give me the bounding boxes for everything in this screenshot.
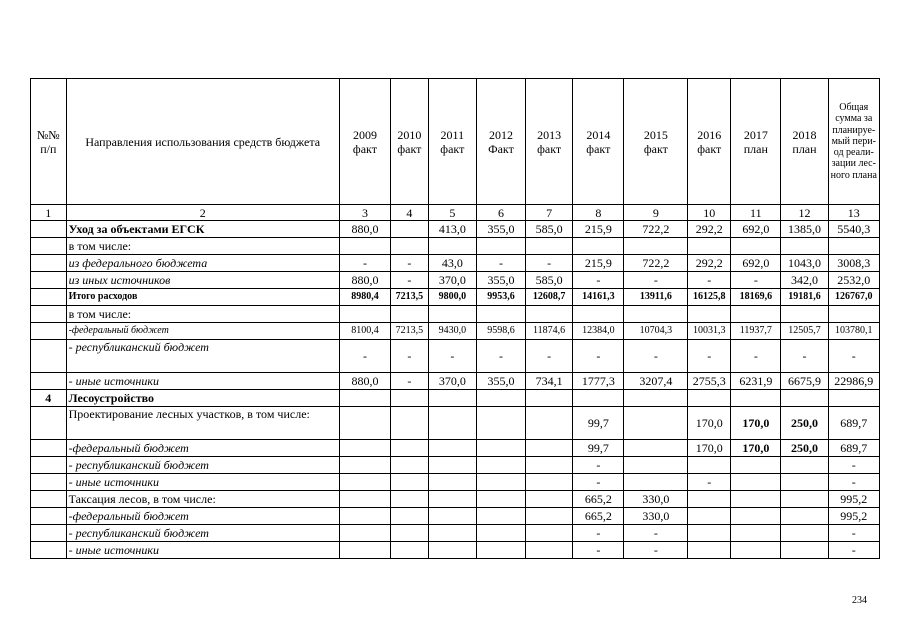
table-cell: 292,2: [688, 255, 731, 272]
table-cell: 11874,6: [526, 323, 573, 340]
table-cell: 12608,7: [526, 289, 573, 306]
table-cell: -: [573, 525, 624, 542]
row-number: [31, 221, 67, 238]
table-cell: [391, 457, 429, 474]
table-row: [31, 407, 880, 440]
table-cell: [476, 542, 525, 559]
table-cell: [428, 508, 476, 525]
table-cell: 330,0: [624, 508, 688, 525]
table-cell: [828, 390, 879, 407]
table-cell: -: [428, 340, 476, 373]
table-cell: 3207,4: [624, 373, 688, 390]
table-row: [31, 289, 880, 306]
table-cell: [688, 508, 731, 525]
row-number: [31, 323, 67, 340]
row-description: в том числе:: [66, 238, 339, 255]
table-cell: 734,1: [526, 373, 573, 390]
table-cell: [573, 238, 624, 255]
table-cell: -: [526, 340, 573, 373]
table-cell: [339, 508, 390, 525]
table-cell: [526, 440, 573, 457]
table-cell: [526, 525, 573, 542]
header-year-2013: 2013 факт: [526, 79, 573, 205]
header-num: №№ п/п: [31, 79, 67, 205]
table-cell: [688, 238, 731, 255]
table-cell: -: [731, 340, 781, 373]
table-cell: [476, 306, 525, 323]
table-cell: [339, 457, 390, 474]
table-cell: -: [688, 272, 731, 289]
table-cell: [428, 390, 476, 407]
table-cell: 43,0: [428, 255, 476, 272]
table-cell: 355,0: [476, 373, 525, 390]
header-year-2016: 2016 факт: [688, 79, 731, 205]
row-number: [31, 542, 67, 559]
table-cell: [624, 306, 688, 323]
table-cell: -: [828, 474, 879, 491]
column-number: 9: [624, 205, 688, 221]
table-cell: -: [731, 272, 781, 289]
table-row: [31, 440, 880, 457]
table-cell: 330,0: [624, 491, 688, 508]
table-cell: -: [476, 255, 525, 272]
header-year-2018: 2018 план: [781, 79, 828, 205]
header-direction: Направления использования средств бюджета: [66, 79, 339, 205]
table-body: [31, 221, 880, 559]
row-number: [31, 474, 67, 491]
table-row: [31, 390, 880, 407]
row-number: [31, 407, 67, 440]
table-cell: [781, 390, 828, 407]
table-cell: [476, 491, 525, 508]
table-cell: 1777,3: [573, 373, 624, 390]
table-cell: [731, 238, 781, 255]
table-cell: [688, 306, 731, 323]
column-number-row: [31, 205, 880, 221]
table-cell: [391, 542, 429, 559]
table-cell: [339, 306, 390, 323]
row-number: [31, 238, 67, 255]
table-cell: [476, 238, 525, 255]
row-description: Таксация лесов, в том числе:: [66, 491, 339, 508]
table-cell: [391, 508, 429, 525]
table-cell: [526, 474, 573, 491]
table-cell: [573, 306, 624, 323]
table-cell: [688, 525, 731, 542]
table-cell: [339, 390, 390, 407]
table-cell: [731, 306, 781, 323]
table-cell: [781, 542, 828, 559]
table-cell: 126767,0: [828, 289, 879, 306]
table-cell: 7213,5: [391, 323, 429, 340]
table-cell: [476, 440, 525, 457]
table-row: [31, 491, 880, 508]
table-cell: 995,2: [828, 508, 879, 525]
column-number: 2: [66, 205, 339, 221]
table-cell: [428, 491, 476, 508]
table-cell: [428, 306, 476, 323]
table-cell: 355,0: [476, 272, 525, 289]
table-row: [31, 306, 880, 323]
table-cell: 995,2: [828, 491, 879, 508]
table-cell: [428, 407, 476, 440]
table-cell: 170,0: [731, 440, 781, 457]
table-cell: [573, 390, 624, 407]
table-cell: [526, 491, 573, 508]
table-cell: -: [828, 525, 879, 542]
table-cell: [339, 407, 390, 440]
table-cell: 585,0: [526, 221, 573, 238]
header-year-2011: 2011 факт: [428, 79, 476, 205]
row-description: Проектирование лесных участков, в том числе:: [66, 407, 339, 440]
table-cell: [339, 542, 390, 559]
table-cell: [476, 525, 525, 542]
table-cell: -: [391, 255, 429, 272]
table-cell: 722,2: [624, 221, 688, 238]
table-cell: [391, 390, 429, 407]
table-cell: [526, 457, 573, 474]
table-cell: 692,0: [731, 255, 781, 272]
table-cell: [731, 474, 781, 491]
table-cell: [781, 525, 828, 542]
table-cell: 1385,0: [781, 221, 828, 238]
table-cell: [428, 238, 476, 255]
table-cell: -: [688, 474, 731, 491]
table-cell: -: [624, 525, 688, 542]
table-cell: 880,0: [339, 272, 390, 289]
table-cell: 355,0: [476, 221, 525, 238]
table-cell: 5540,3: [828, 221, 879, 238]
table-cell: -: [526, 255, 573, 272]
table-cell: [781, 306, 828, 323]
table-cell: 665,2: [573, 491, 624, 508]
column-number: 1: [31, 205, 67, 221]
table-cell: [624, 238, 688, 255]
table-cell: [391, 491, 429, 508]
table-cell: 2755,3: [688, 373, 731, 390]
table-cell: 170,0: [731, 407, 781, 440]
table-cell: 250,0: [781, 440, 828, 457]
table-row: [31, 323, 880, 340]
table-cell: [688, 491, 731, 508]
column-number: 10: [688, 205, 731, 221]
table-row: [31, 221, 880, 238]
table-cell: 292,2: [688, 221, 731, 238]
header-total: Общая сумма за планируе-мый пери-од реали-зации лес-ного плана: [828, 79, 879, 205]
table-cell: 9430,0: [428, 323, 476, 340]
table-cell: [339, 525, 390, 542]
table-cell: 11937,7: [731, 323, 781, 340]
table-cell: 12384,0: [573, 323, 624, 340]
table-cell: [339, 440, 390, 457]
table-cell: [624, 440, 688, 457]
table-row: [31, 474, 880, 491]
table-cell: -: [573, 340, 624, 373]
table-cell: [526, 238, 573, 255]
header-year-2009: 2009 факт: [339, 79, 390, 205]
table-cell: 9953,6: [476, 289, 525, 306]
row-description: из федерального бюджета: [66, 255, 339, 272]
table-cell: 12505,7: [781, 323, 828, 340]
table-row: [31, 340, 880, 373]
table-cell: 9800,0: [428, 289, 476, 306]
table-cell: 6231,9: [731, 373, 781, 390]
table-cell: [476, 508, 525, 525]
table-cell: [526, 306, 573, 323]
row-description: Лесоустройство: [66, 390, 339, 407]
table-cell: [526, 407, 573, 440]
table-cell: [781, 491, 828, 508]
table-cell: 585,0: [526, 272, 573, 289]
page-number: 234: [852, 595, 867, 606]
column-number: 5: [428, 205, 476, 221]
table-row: [31, 542, 880, 559]
table-cell: 250,0: [781, 407, 828, 440]
table-cell: 10704,3: [624, 323, 688, 340]
table-cell: 19181,6: [781, 289, 828, 306]
column-number: 8: [573, 205, 624, 221]
table-cell: [391, 221, 429, 238]
table-cell: [339, 474, 390, 491]
table-cell: [476, 407, 525, 440]
row-number: [31, 525, 67, 542]
header-row: [31, 79, 880, 205]
table-cell: 14161,3: [573, 289, 624, 306]
row-number: [31, 508, 67, 525]
table-cell: -: [688, 340, 731, 373]
table-cell: [781, 508, 828, 525]
table-cell: 99,7: [573, 440, 624, 457]
table-cell: [828, 238, 879, 255]
column-number: 6: [476, 205, 525, 221]
column-number: 12: [781, 205, 828, 221]
table-row: [31, 508, 880, 525]
table-cell: [391, 525, 429, 542]
row-description: - иные источники: [66, 474, 339, 491]
table-cell: [731, 457, 781, 474]
column-number: 3: [339, 205, 390, 221]
table-cell: -: [781, 340, 828, 373]
table-row: [31, 272, 880, 289]
table-cell: -: [828, 340, 879, 373]
table-cell: 170,0: [688, 407, 731, 440]
header-year-2012: 2012 Факт: [476, 79, 525, 205]
table-cell: -: [339, 340, 390, 373]
table-cell: 342,0: [781, 272, 828, 289]
table-row: [31, 255, 880, 272]
table-cell: 370,0: [428, 373, 476, 390]
table-cell: [428, 525, 476, 542]
table-cell: [428, 457, 476, 474]
table-cell: -: [391, 373, 429, 390]
table-cell: [526, 508, 573, 525]
table-cell: [428, 440, 476, 457]
table-cell: [428, 474, 476, 491]
table-cell: 370,0: [428, 272, 476, 289]
table-cell: 8980,4: [339, 289, 390, 306]
row-number: [31, 373, 67, 390]
table-cell: -: [573, 272, 624, 289]
row-number: [31, 255, 67, 272]
table-cell: [526, 390, 573, 407]
table-cell: -: [339, 255, 390, 272]
row-description: из иных источников: [66, 272, 339, 289]
table-cell: -: [573, 474, 624, 491]
row-number: [31, 289, 67, 306]
table-cell: 22986,9: [828, 373, 879, 390]
table-cell: -: [624, 272, 688, 289]
column-number: 4: [391, 205, 429, 221]
table-cell: [476, 474, 525, 491]
table-cell: 16125,8: [688, 289, 731, 306]
table-cell: 692,0: [731, 221, 781, 238]
forest-plan-table: [30, 78, 880, 559]
table-cell: -: [391, 272, 429, 289]
row-number: [31, 272, 67, 289]
row-number: [31, 457, 67, 474]
table-cell: 722,2: [624, 255, 688, 272]
row-description: - иные источники: [66, 373, 339, 390]
table-cell: [731, 542, 781, 559]
table-cell: 880,0: [339, 373, 390, 390]
table-cell: [526, 542, 573, 559]
table-row: [31, 373, 880, 390]
row-description: - республиканский бюджет: [66, 525, 339, 542]
header-year-2015: 2015 факт: [624, 79, 688, 205]
table-cell: [476, 457, 525, 474]
table-row: [31, 525, 880, 542]
row-description: -федеральный бюджет: [66, 508, 339, 525]
row-description: -федеральный бюджет: [66, 440, 339, 457]
table-cell: 689,7: [828, 407, 879, 440]
table-cell: -: [828, 542, 879, 559]
table-cell: [731, 508, 781, 525]
row-description: - иные источники: [66, 542, 339, 559]
table-cell: [624, 474, 688, 491]
column-number: 13: [828, 205, 879, 221]
table-cell: [624, 407, 688, 440]
table-cell: [781, 457, 828, 474]
table-cell: -: [624, 340, 688, 373]
table-cell: [731, 525, 781, 542]
row-number: [31, 491, 67, 508]
table-cell: 99,7: [573, 407, 624, 440]
table-cell: [391, 440, 429, 457]
table-cell: 103780,1: [828, 323, 879, 340]
table-cell: 880,0: [339, 221, 390, 238]
table-cell: 170,0: [688, 440, 731, 457]
row-number: 4: [31, 390, 67, 407]
header-year-2017: 2017 план: [731, 79, 781, 205]
table-cell: [339, 491, 390, 508]
table-cell: [688, 390, 731, 407]
table-cell: [781, 474, 828, 491]
column-number: 7: [526, 205, 573, 221]
table-cell: [688, 542, 731, 559]
row-description: Итого расходов: [66, 289, 339, 306]
header-year-2010: 2010 факт: [391, 79, 429, 205]
table-cell: 6675,9: [781, 373, 828, 390]
table-cell: 8100,4: [339, 323, 390, 340]
row-number: [31, 306, 67, 323]
table-cell: 18169,6: [731, 289, 781, 306]
table-cell: [391, 407, 429, 440]
table-cell: 13911,6: [624, 289, 688, 306]
table-cell: [624, 390, 688, 407]
table-cell: 413,0: [428, 221, 476, 238]
row-description: -федеральный бюджет: [66, 323, 339, 340]
table-row: [31, 238, 880, 255]
table-row: [31, 457, 880, 474]
table-cell: [731, 390, 781, 407]
table-cell: [391, 474, 429, 491]
table-cell: -: [573, 457, 624, 474]
table-cell: [391, 238, 429, 255]
table-cell: -: [573, 542, 624, 559]
column-number: 11: [731, 205, 781, 221]
table-cell: [339, 238, 390, 255]
table-cell: [781, 238, 828, 255]
table-cell: 9598,6: [476, 323, 525, 340]
table-cell: 215,9: [573, 221, 624, 238]
table-cell: -: [476, 340, 525, 373]
header-year-2014: 2014 факт: [573, 79, 624, 205]
table-cell: 665,2: [573, 508, 624, 525]
table-cell: [731, 491, 781, 508]
table-cell: [391, 306, 429, 323]
row-number: [31, 340, 67, 373]
table-cell: 2532,0: [828, 272, 879, 289]
table-cell: 10031,3: [688, 323, 731, 340]
table-cell: 7213,5: [391, 289, 429, 306]
table-cell: [828, 306, 879, 323]
row-description: Уход за объектами ЕГСК: [66, 221, 339, 238]
table-cell: 215,9: [573, 255, 624, 272]
table-cell: 1043,0: [781, 255, 828, 272]
table-cell: -: [391, 340, 429, 373]
table-cell: 3008,3: [828, 255, 879, 272]
table-cell: [428, 542, 476, 559]
table-cell: 689,7: [828, 440, 879, 457]
row-description: в том числе:: [66, 306, 339, 323]
row-description: - республиканский бюджет: [66, 340, 339, 373]
row-description: - республиканский бюджет: [66, 457, 339, 474]
table-cell: [476, 390, 525, 407]
table-cell: -: [624, 542, 688, 559]
table-cell: [624, 457, 688, 474]
table-cell: [688, 457, 731, 474]
table-cell: -: [828, 457, 879, 474]
row-number: [31, 440, 67, 457]
